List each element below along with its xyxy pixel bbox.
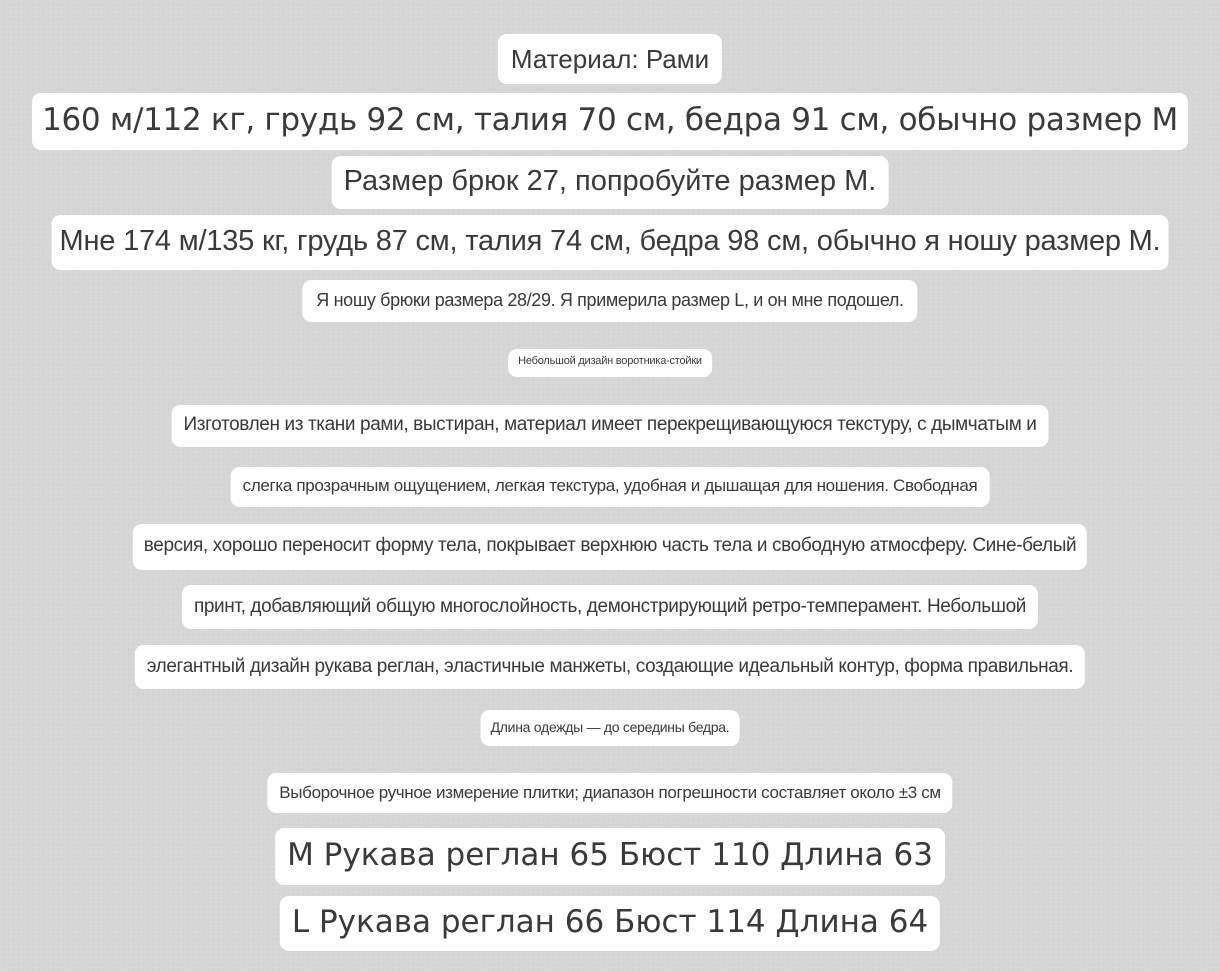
caption-model-1-pants-size: Размер брюк 27, попробуйте размер М. <box>332 156 889 209</box>
size-row-m: M Рукава реглан 65 Бюст 110 Длина 63 <box>275 828 945 885</box>
description-line-2: слегка прозрачным ощущением, легкая текстура, удобная и дышащая для ношения. Свободная <box>231 467 990 507</box>
caption-model-2-measurements: Мне 174 м/135 кг, грудь 87 см, талия 74 см, бедра 98 см, обычно я ношу размер М. <box>52 215 1169 270</box>
description-line-4: принт, добавляющий общую многослойность, демонстрирующий ретро-темперамент. Небольшой <box>182 585 1038 629</box>
caption-garment-length: Длина одежды — до середины бедра. <box>481 710 740 746</box>
caption-material: Материал: Рами <box>498 34 722 84</box>
caption-measurement-note: Выборочное ручное измерение плитки; диапазон погрешности составляет около ±3 см <box>267 773 952 813</box>
size-row-l: L Рукава реглан 66 Бюст 114 Длина 64 <box>280 896 940 951</box>
description-line-1: Изготовлен из ткани рами, выстиран, материал имеет перекрещивающуюся текстуру, с дымчатым и <box>171 405 1048 447</box>
caption-collar-design: Небольшой дизайн воротника-стойки <box>508 349 712 377</box>
caption-model-1-measurements: 160 м/112 кг, грудь 92 см, талия 70 см, бедра 91 см, обычно размер М <box>32 93 1188 150</box>
caption-model-2-pants-size: Я ношу брюки размера 28/29. Я примерила размер L, и он мне подошел. <box>302 280 917 322</box>
description-line-3: версия, хорошо переносит форму тела, покрывает верхнюю часть тела и свободную атмосферу. Сине-белый <box>133 524 1087 570</box>
description-line-5: элегантный дизайн рукава реглан, эластичные манжеты, создающие идеальный контур, форма правильная. <box>135 645 1085 689</box>
